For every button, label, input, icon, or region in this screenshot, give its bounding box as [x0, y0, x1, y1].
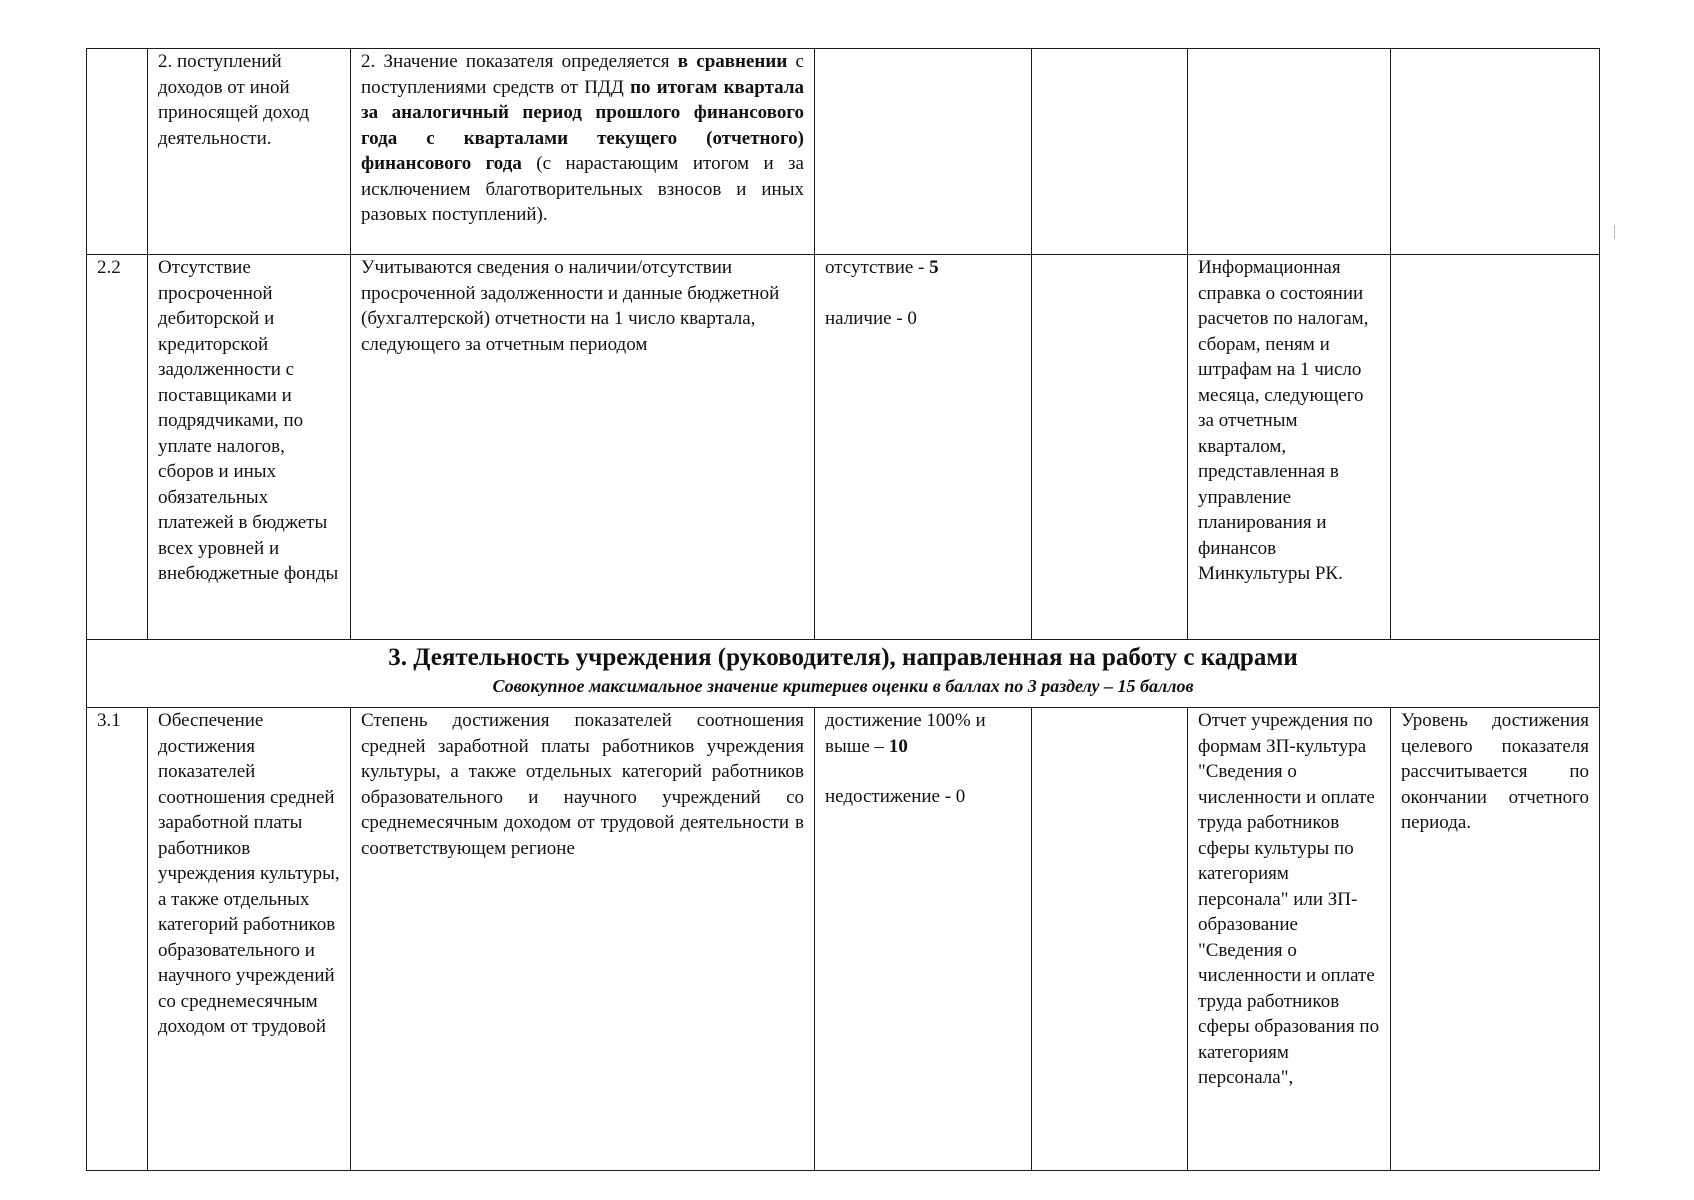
description-text: (с нарастающим итогом и за исключением благотворительных взносов и иных разовых поступлений).	[361, 153, 804, 225]
section-subtitle: Совокупное максимальное значение критериев оценки в баллах по 3 разделу – 15 баллов	[492, 676, 1194, 696]
criterion-cell: Отсутствие просроченной дебиторской и кредиторской задолженности с поставщиками и подрядчиками, по уплате налогов, сборов и иных обязательных платежей в бюджеты всех уровней и внебюджетные фонды	[148, 255, 351, 640]
scan-mark	[1614, 225, 1615, 239]
row-number	[87, 49, 148, 255]
empty-cell	[1032, 708, 1188, 1171]
empty-cell	[1032, 255, 1188, 640]
table-row	[87, 255, 1600, 640]
row-number: 2.2	[87, 255, 148, 640]
description-cell: Учитываются сведения о наличии/отсутствии просроченной задолженности и данные бюджетной (бухгалтерской) отчетности на 1 число квартала, следующего за отчетным периодом	[351, 255, 815, 640]
description-text: 2. Значение показателя определяется	[361, 51, 678, 72]
description-text: с поступлениями средств от ПДД	[361, 51, 804, 98]
section-title: 3. Деятельность учреждения (руководителя), направленная на работу с кадрами	[388, 644, 1298, 671]
description-cell: Степень достижения показателей соотношения средней заработной платы работников учреждения культуры, а также отдельных категорий работников образовательного и научного учреждений со среднемесячным доходом от трудовой деятельности в соответствующем регионе	[351, 708, 815, 1171]
row-number: 3.1	[87, 708, 148, 1171]
criterion-cell: 2. поступлений доходов от иной приносящей доход деятельности.	[148, 49, 351, 255]
table-row	[87, 708, 1600, 1171]
note-cell: Уровень достижения целевого показателя рассчитывается по окончании отчетного периода.	[1391, 708, 1600, 1171]
description-cell	[351, 49, 815, 255]
section-header	[87, 640, 1600, 708]
criterion-cell: Обеспечение достижения показателей соотношения средней заработной платы работников учреждения культуры, а также отдельных категорий работников образовательного и научного учреждений со среднемесячным доходом от трудовой	[148, 708, 351, 1171]
score-line: недостижение - 0	[825, 786, 966, 807]
score-cell	[815, 49, 1032, 255]
table-row	[87, 49, 1600, 255]
score-value: 5	[929, 257, 939, 278]
score-line: наличие - 0	[825, 307, 917, 329]
description-bold: по итогам квартала за аналогичный период прошлого финансового года с кварталами текущего (отчетного) финансового года	[361, 76, 804, 174]
source-cell: Информационная справка о состоянии расчетов по налогам, сборам, пеням и штрафам на 1 число месяца, следующего за отчетным кварталом, представленная в управление планирования и финансов Минкультуры РК.	[1188, 255, 1391, 640]
score-line: достижение 100% и выше – 10	[825, 710, 986, 757]
description-bold: в сравнении	[677, 51, 788, 72]
criteria-table	[86, 48, 1600, 1171]
score-cell	[815, 708, 1032, 1171]
score-cell	[815, 255, 1032, 640]
score-line: отсутствие - 5	[825, 257, 939, 278]
empty-cell	[1032, 49, 1188, 255]
note-cell	[1391, 49, 1600, 255]
note-cell	[1391, 255, 1600, 640]
score-value: 10	[888, 735, 908, 757]
source-cell: Отчет учреждения по формам ЗП-культура "Сведения о численности и оплате труда работников сферы культуры по категориям персонала" или ЗП-образование "Сведения о численности и оплате труда работников сферы образования по категориям персонала",	[1188, 708, 1391, 1171]
source-cell	[1188, 49, 1391, 255]
section-header-row	[87, 640, 1600, 708]
